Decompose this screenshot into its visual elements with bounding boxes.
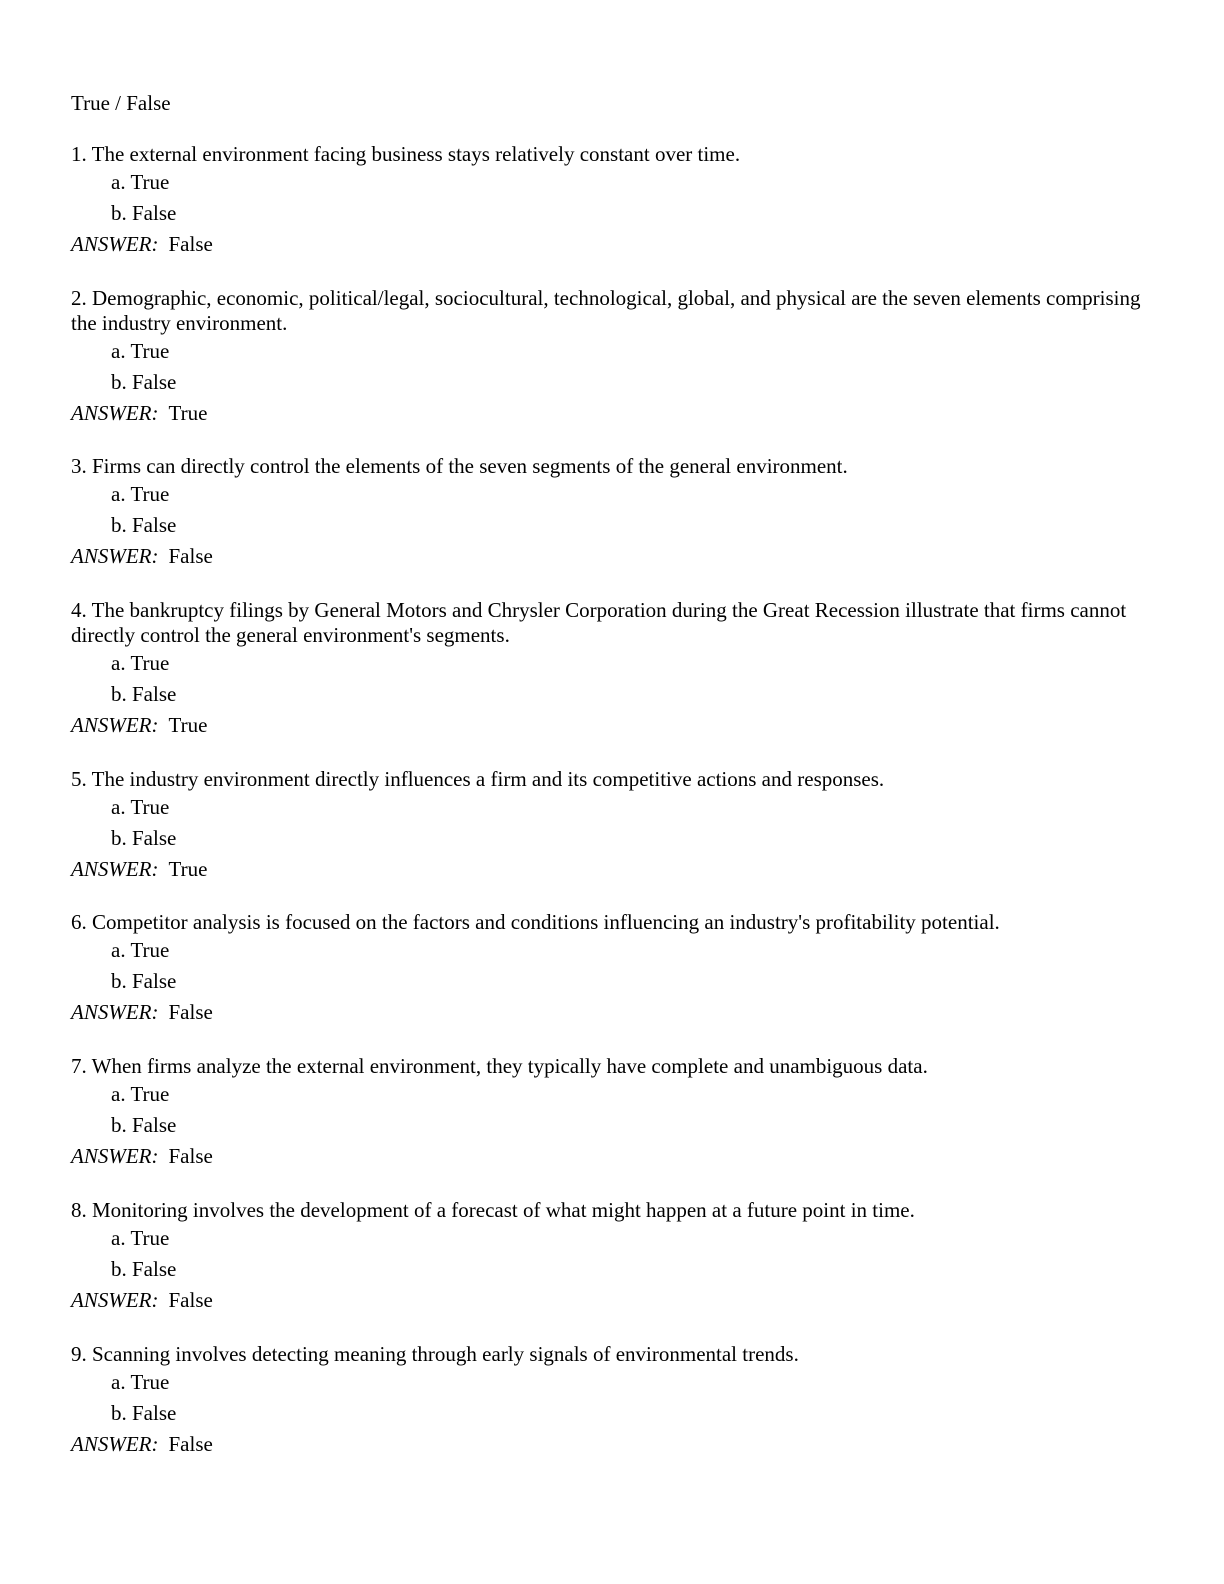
answer-value: True (168, 713, 208, 737)
question-5 (71, 767, 1141, 885)
answer-value: True (168, 857, 208, 881)
option-list (71, 648, 1141, 710)
option-false: b. False (111, 969, 177, 993)
answer-line (71, 398, 1141, 429)
option-list (71, 479, 1141, 541)
option-list (71, 935, 1141, 997)
option-list (71, 1367, 1141, 1429)
answer-line (71, 1285, 1141, 1316)
answer-line (71, 997, 1141, 1028)
question-text: 1. The external environment facing business stays relatively constant over time. (71, 142, 741, 166)
answer-label: ANSWER: (71, 713, 159, 737)
section-title: True / False (71, 91, 171, 115)
answer-line (71, 1429, 1141, 1460)
option-false: b. False (111, 826, 177, 850)
answer-line (71, 229, 1141, 260)
answer-label: ANSWER: (71, 857, 159, 881)
option-true: a. True (111, 651, 170, 675)
question-6 (71, 910, 1141, 1028)
question-text: 2. Demographic, economic, political/legal, sociocultural, technological, global, and physical are the seven elements comprising the industry environment. (71, 286, 1141, 335)
answer-label: ANSWER: (71, 1432, 159, 1456)
answer-line (71, 710, 1141, 741)
option-true: a. True (111, 1226, 170, 1250)
option-true: a. True (111, 170, 170, 194)
answer-line (71, 541, 1141, 572)
option-false: b. False (111, 1257, 177, 1281)
option-list (71, 792, 1141, 854)
question-1 (71, 142, 1141, 260)
option-true: a. True (111, 938, 170, 962)
answer-value: True (168, 401, 208, 425)
answer-label: ANSWER: (71, 1000, 159, 1024)
option-false: b. False (111, 1401, 177, 1425)
question-7 (71, 1054, 1141, 1172)
answer-label: ANSWER: (71, 1288, 159, 1312)
option-true: a. True (111, 482, 170, 506)
option-true: a. True (111, 1370, 170, 1394)
option-false: b. False (111, 370, 177, 394)
option-list (71, 1079, 1141, 1141)
question-text: 3. Firms can directly control the elements of the seven segments of the general environment. (71, 454, 848, 478)
answer-line (71, 854, 1141, 885)
question-8 (71, 1198, 1141, 1316)
answer-value: False (168, 544, 213, 568)
answer-label: ANSWER: (71, 1144, 159, 1168)
question-text: 6. Competitor analysis is focused on the factors and conditions influencing an industry's profitability potential. (71, 910, 1000, 934)
option-true: a. True (111, 1082, 170, 1106)
option-true: a. True (111, 339, 170, 363)
question-text: 8. Monitoring involves the development of a forecast of what might happen at a future point in time. (71, 1198, 915, 1222)
question-text: 7. When firms analyze the external environment, they typically have complete and unambiguous data. (71, 1054, 928, 1078)
answer-value: False (168, 1144, 213, 1168)
answer-label: ANSWER: (71, 232, 159, 256)
answer-line (71, 1141, 1141, 1172)
option-true: a. True (111, 795, 170, 819)
question-text: 4. The bankruptcy filings by General Motors and Chrysler Corporation during the Great Recession illustrate that firms cannot directly control the general environment's segments. (71, 598, 1127, 647)
option-list (71, 167, 1141, 229)
question-4 (71, 598, 1141, 741)
option-list (71, 1223, 1141, 1285)
answer-label: ANSWER: (71, 401, 159, 425)
option-false: b. False (111, 1113, 177, 1137)
question-text: 9. Scanning involves detecting meaning through early signals of environmental trends. (71, 1342, 799, 1366)
answer-label: ANSWER: (71, 544, 159, 568)
answer-value: False (168, 1432, 213, 1456)
option-false: b. False (111, 513, 177, 537)
option-false: b. False (111, 682, 177, 706)
question-text: 5. The industry environment directly influences a firm and its competitive actions and responses. (71, 767, 885, 791)
question-9 (71, 1342, 1141, 1460)
answer-value: False (168, 232, 213, 256)
option-list (71, 336, 1141, 398)
answer-value: False (168, 1288, 213, 1312)
option-false: b. False (111, 201, 177, 225)
question-3 (71, 454, 1141, 572)
question-2 (71, 286, 1141, 429)
answer-value: False (168, 1000, 213, 1024)
